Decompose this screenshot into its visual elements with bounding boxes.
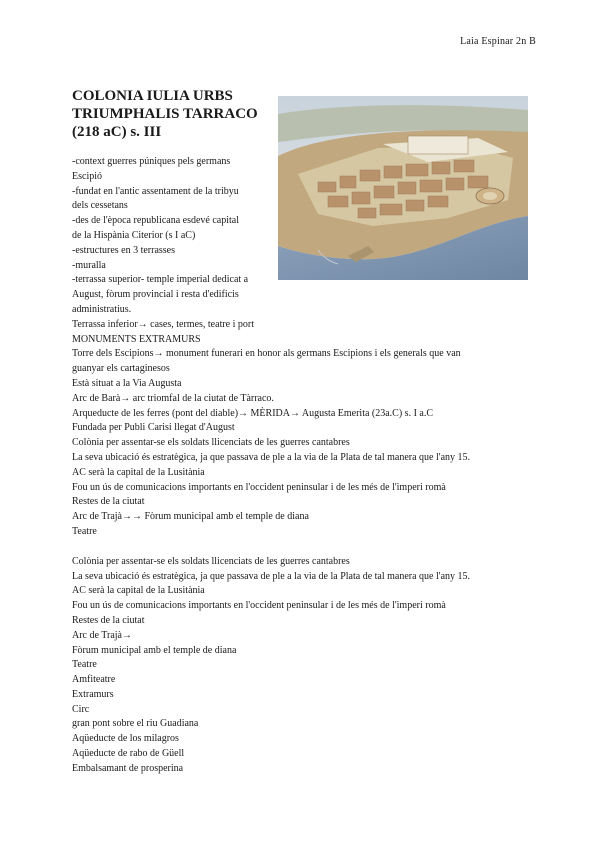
text-line: Teatre — [72, 525, 97, 537]
text-line: Extramurs — [72, 688, 114, 700]
text-line: Amfiteatre — [72, 674, 116, 686]
text-line: Fundada per Publi Carisi llegat d'August — [72, 422, 235, 434]
author-name: Laia Espinar 2n B — [460, 36, 536, 47]
text-line: -fundat en l'antic assentament de la tribyu — [72, 185, 239, 197]
text-line: Està situat a la Via Augusta — [72, 377, 182, 389]
text-line: La seva ubicació és estratègica, ja que passava de ple a la via de la Plata de tal manera que l'any 15. — [72, 570, 471, 582]
text-line: -terrassa superior- temple imperial dedicat a — [72, 274, 249, 286]
text-line: Teatre — [72, 659, 97, 671]
text-line: Circ — [72, 703, 90, 715]
text-line: La seva ubicació és estratègica, ja que passava de ple a la via de la Plata de tal manera que l'any 15. — [72, 451, 471, 463]
text-line: AC serà la capital de la Lusitània — [72, 585, 205, 597]
text-line: -estructures en 3 terrasses — [72, 244, 176, 256]
text-line: -context guerres púniques pels germans — [72, 156, 231, 167]
text-line: Arc de Barà→ arc triomfal de la ciutat de Tàrraco. — [72, 392, 274, 404]
text-line: dels cessetans — [72, 200, 128, 212]
text-line: Escipió — [72, 170, 102, 182]
text-line: guanyar els cartaginesos — [72, 363, 170, 375]
text-line: Restes de la ciutat — [72, 496, 145, 508]
text-line: Terrassa inferior→ cases, termes, teatre i port — [72, 318, 254, 330]
text-line: Arc de Trajà→→ Fòrum municipal amb el temple de diana — [72, 511, 309, 523]
text-line: Arc de Trajà→ — [72, 629, 132, 641]
text-line: AC serà la capital de la Lusitània — [72, 466, 205, 478]
text-line: -muralla — [72, 259, 106, 271]
text-line: de la Hispània Citerior (s I aC) — [72, 229, 196, 241]
text-line: August, fòrum provincial i resta d'edificis — [72, 289, 239, 301]
text-line: Fou un ús de comunicacions importants en l'occident peninsular i de les més de l'imperi romà — [72, 481, 446, 493]
text-line: -des de l'època republicana esdevé capital — [72, 215, 239, 227]
text-line: Colònia per assentar-se els soldats llicenciats de les guerres cantabres — [72, 555, 350, 567]
text-line: Aqüeducte de los milagros — [72, 733, 179, 745]
text-line: Aqüeducte de rabo de Güell — [72, 748, 185, 760]
notes-body — [72, 155, 532, 777]
text-line: Fou un ús de comunicacions importants en l'occident peninsular i de les més de l'imperi romà — [72, 600, 446, 612]
text-line: Arqueducte de les ferres (pont del diable)→ MÈRIDA→ Augusta Emerita (23a.C) s. I a.C — [72, 407, 434, 419]
text-line: Torre dels Escipions→ monument funerari en honor als germans Escipions i els generals que van — [72, 348, 461, 360]
section-heading: MONUMENTS EXTRAMURS — [72, 333, 201, 345]
text-line: Colònia per assentar-se els soldats llicenciats de les guerres cantabres — [72, 437, 350, 449]
text-line: Fòrum municipal amb el temple de diana — [72, 644, 237, 656]
text-line: administratius. — [72, 303, 132, 315]
text-line: Restes de la ciutat — [72, 614, 145, 626]
text-line: Embalsamant de prosperina — [72, 762, 184, 774]
paragraph-gap — [72, 540, 532, 555]
text-line: gran pont sobre el riu Guadiana — [72, 718, 199, 730]
page-title: COLONIA IULIA URBS TRIUMPHALIS TARRACO (218 aC) s. III — [72, 88, 258, 140]
